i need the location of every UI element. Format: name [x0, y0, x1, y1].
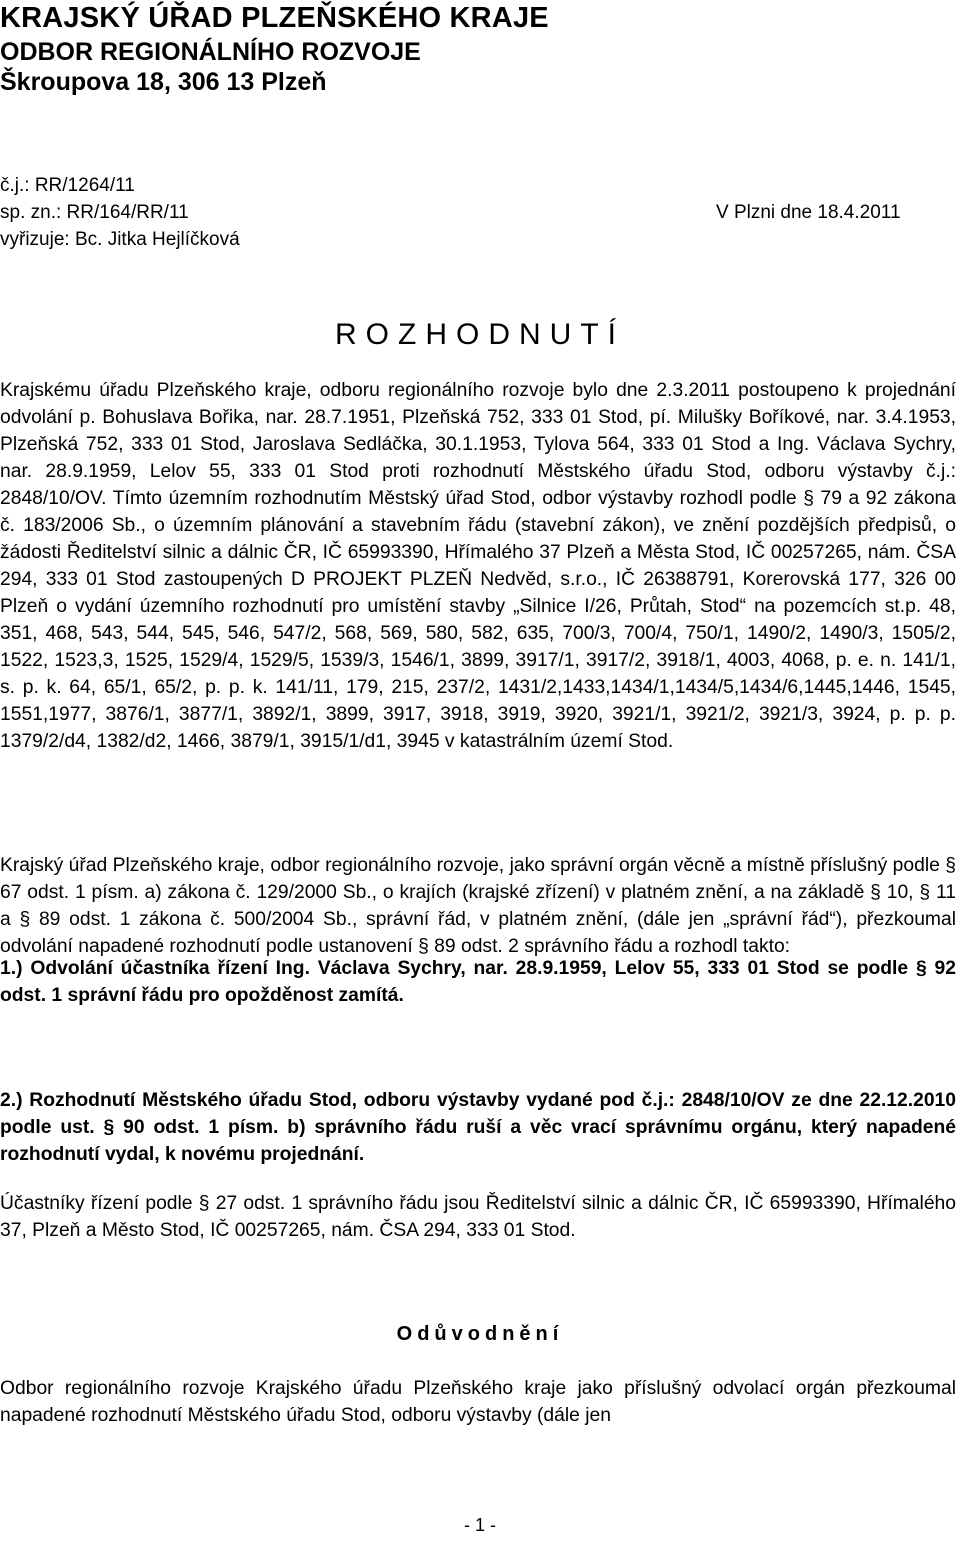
- page-number: - 1 -: [463, 1515, 496, 1535]
- participants-paragraph: Účastníky řízení podle § 27 odst. 1 správního řádu jsou Ředitelství silnic a dálnic ČR, IČ 65993390, Hřímalého 37, Plzeň a Město Stod, IČ 00257265, nám. ČSA 294, 333 01 Stod.: [0, 1193, 956, 1241]
- ruling-2: 2.) Rozhodnutí Městského úřadu Stod, odboru výstavby vydané pod č.j.: 2848/10/OV ze dne 22.12.2010 podle ust. § 90 odst. 1 písm. b) správního řádu ruší a věc vrací správnímu orgánu, který napadené rozhodnutí vydal, k novému projednání.: [0, 1090, 956, 1165]
- reasoning-paragraph: Odbor regionálního rozvoje Krajského úřadu Plzeňského kraje jako příslušný odvolací orgán přezkoumal napadené rozhodnutí Městského úřadu Stod, odboru výstavby (dále jen: [0, 1378, 956, 1426]
- document-date: V Plzni dne 18.4.2011: [716, 202, 901, 223]
- document-title: ROZHODNUTÍ: [335, 318, 625, 351]
- department-name: ODBOR REGIONÁLNÍHO ROZVOJE: [0, 38, 421, 66]
- reference-number: č.j.: RR/1264/11: [0, 175, 135, 196]
- authority-address: Škroupova 18, 306 13 Plzeň: [0, 68, 327, 96]
- handled-by: vyřizuje: Bc. Jitka Hejlíčková: [0, 229, 240, 250]
- file-number: sp. zn.: RR/164/RR/11: [0, 202, 189, 223]
- intro-paragraph: Krajskému úřadu Plzeňského kraje, odboru regionálního rozvoje bylo dne 2.3.2011 postoupeno k projednání odvolání p. Bohuslava Bořika, nar. 28.7.1951, Plzeňská 752, 333 01 Stod, pí. Milušky Boříkové, nar. 3.4.1953, Plzeňská 752, 333 01 Stod, Jaroslava Sedláčka, 30.1.1953, Tylova 564, 333 01 Stod a Ing. Václava Sychry, nar. 28.9.1959, Lelov 55, 333 01 Stod proti rozhodnutí Městského úřadu Stod, odboru výstavby č.j.: 2848/10/OV. Tímto územním rozhodnutím Městský úřad Stod, odbor výstavby rozhodl podle § 79 a 92 zákona č. 183/2006 Sb., o územním plánování a stavebním řádu (stavební zákon), ve znění pozdějších předpisů, o žádosti Ředitelství silnic a dálnic ČR, IČ 65993390, Hřímalého 37 Plzeň a Města Stod, IČ 00257265, nám. ČSA 294, 333 01 Stod zastoupených D PROJEKT PLZEŇ Nedvěd, s.r.o., IČ 26388791, Korerovská 177, 326 00 Plzeň o vydání územního rozhodnutí pro umístění stavby „Silnice I/26, Průtah, Stod“ na pozemcích st.p. 48, 351, 468, 543, 544, 545, 546, 547/2, 568, 569, 580, 582, 635, 700/3, 700/4, 750/1, 1490/2, 1490/3, 1505/2, 1522, 1523,3, 1525, 1529/4, 1529/5, 1539/3, 1546/1, 3899, 3917/1, 3917/2, 3918/1, 4003, 4068, p. e. n. 141/1, s. p. k. 64, 65/1, 65/2, p. p. k. 141/11, 179, 215, 237/2, 1431/2,1433,1434/1,1434/5,1434/6,1445,1446, 1545, 1551,1977, 3876/1, 3877/1, 3892/1, 3899, 3917, 3918, 3919, 3920, 3921/1, 3921/2, 3921/3, 3924, p. p. p. 1379/2/d4, 1382/d2, 1466, 3879/1, 3915/1/d1, 3945 v katastrálním území Stod.: [0, 380, 956, 752]
- authority-name: KRAJSKÝ ÚŘAD PLZEŇSKÉHO KRAJE: [0, 2, 549, 34]
- ruling-1: 1.) Odvolání účastníka řízení Ing. Václava Sychry, nar. 28.9.1959, Lelov 55, 333 01 Stod se podle § 92 odst. 1 správní řádu pro opožděnost zamítá.: [0, 958, 956, 1006]
- reasoning-heading: Odůvodnění: [396, 1323, 564, 1345]
- authority-paragraph: Krajský úřad Plzeňského kraje, odbor regionálního rozvoje, jako správní orgán věcně a místně příslušný podle § 67 odst. 1 písm. a) zákona č. 129/2000 Sb., o krajích (krajské zřízení) v platném znění, a na základě § 10, § 11 a § 89 odst. 1 zákona č. 500/2004 Sb., správní řád, v platném znění, (dále jen „správní řád“), přezkoumal odvolání napadené rozhodnutí podle ustanovení § 89 odst. 2 správního řádu a rozhodl takto:: [0, 855, 956, 957]
